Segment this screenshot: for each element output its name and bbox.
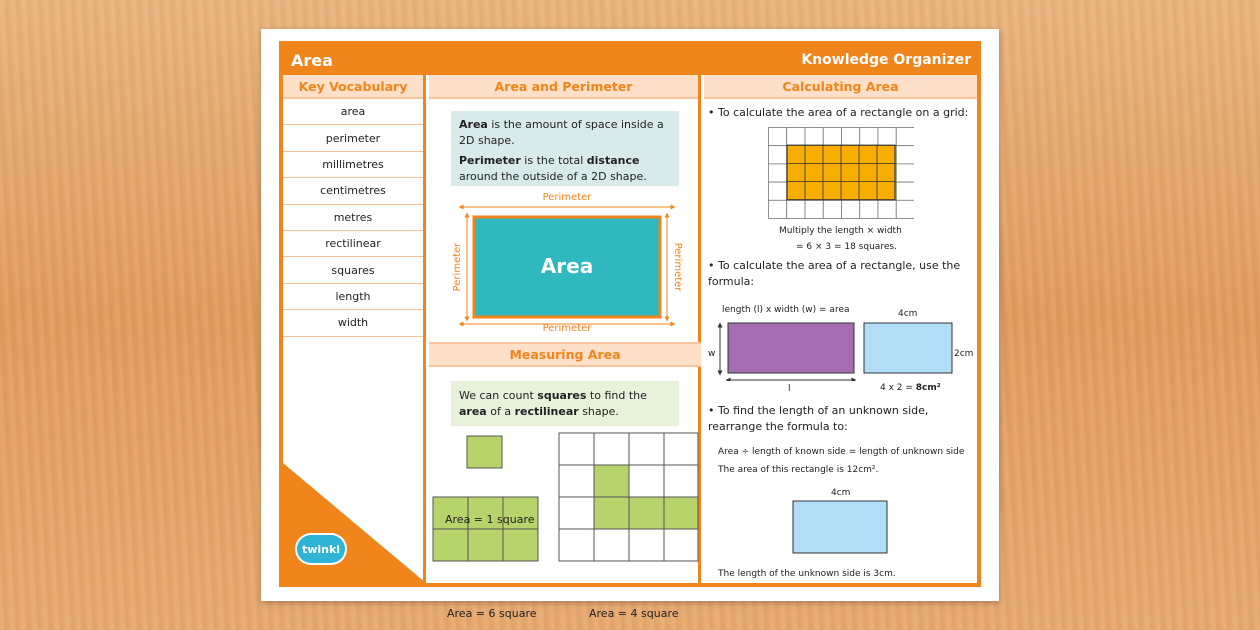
grid-cell (805, 200, 823, 218)
title-bar (283, 45, 977, 75)
bullet-formula: • To calculate the area of a rectangle, use the formula: (708, 259, 961, 288)
caption-one-square: Area = 1 square (445, 513, 535, 526)
calculating-area-column (704, 75, 977, 583)
area-perimeter-heading: Area and Perimeter (429, 75, 698, 99)
vocab-item: millimetres (283, 152, 423, 178)
grid-cell (769, 164, 787, 182)
definition-box (451, 111, 679, 186)
measuring-box: We can count squares to find the area of a rectilinear shape. (451, 381, 679, 426)
grid-cell (823, 128, 841, 146)
unknown-side-diagram (792, 500, 890, 556)
measuring-area-heading: Measuring Area (429, 342, 701, 367)
grid-cell (842, 200, 860, 218)
perimeter-definition: Perimeter is the total distance around the outside of a 2D shape. (459, 154, 647, 183)
rectilinear-grid (559, 433, 698, 561)
area-perimeter-column (429, 75, 701, 620)
grid-cell (878, 200, 896, 218)
grid-cell (896, 146, 914, 164)
vocab-item: length (283, 284, 423, 310)
area-rectangle-label: Area (540, 254, 594, 278)
blue-rectangle-example (864, 323, 952, 373)
bullet-grid-method: • To calculate the area of a rectangle on a grid: (708, 106, 969, 119)
width-label: w (708, 349, 716, 359)
grid-cell (805, 128, 823, 146)
orange-corner-decoration (283, 463, 426, 583)
grid-cell (769, 200, 787, 218)
example-calculation: 4 x 2 = 8cm² (880, 383, 941, 393)
vocab-item: metres (283, 205, 423, 231)
vocab-item: area (283, 99, 423, 125)
vocab-item: squares (283, 257, 423, 283)
vocab-item: centimetres (283, 178, 423, 204)
rearranged-formula: Area ÷ length of known side = length of unknown side (718, 447, 965, 457)
grid-cell (860, 200, 878, 218)
area-perimeter-diagram (447, 187, 687, 332)
grid-cell (896, 200, 914, 218)
dimension-4cm-top: 4cm (898, 309, 918, 319)
calculating-area-heading: Calculating Area (704, 75, 977, 99)
unknown-side-result: The length of the unknown side is 3cm. (718, 569, 896, 579)
grid-cell (769, 182, 787, 200)
grid-cell (823, 200, 841, 218)
area-definition: Area is the amount of space inside a 2D shape. (459, 118, 664, 147)
formula-diagram (708, 315, 978, 381)
perimeter-label-left: Perimeter (452, 242, 463, 292)
formula-text: length (l) x width (w) = area (722, 305, 850, 315)
vocabulary-heading: Key Vocabulary (283, 75, 423, 99)
vocabulary-list (283, 99, 423, 337)
purple-rectangle (728, 323, 854, 373)
vocab-item: rectilinear (283, 231, 423, 257)
length-label: l (788, 384, 791, 394)
vocabulary-column (283, 75, 426, 583)
caption-six-squares: Area = 6 square (447, 607, 537, 620)
grid-cell (896, 182, 914, 200)
grid-cell (896, 164, 914, 182)
blue-rectangle-unknown (793, 501, 887, 553)
perimeter-label-right: Perimeter (672, 242, 683, 292)
perimeter-label-bottom: Perimeter (542, 323, 592, 332)
grid-cell (842, 128, 860, 146)
perimeter-label-top: Perimeter (542, 192, 592, 203)
single-square (467, 436, 502, 468)
grid-cell (896, 128, 914, 146)
caption-four-squares: Area = 4 square (589, 607, 679, 620)
grid-caption-result: = 6 × 3 = 18 squares. (796, 242, 897, 252)
measuring-diagrams (429, 431, 701, 591)
page-title: Area (291, 50, 333, 70)
vocab-item: perimeter (283, 125, 423, 151)
grid-caption-multiply: Multiply the length × width (779, 226, 902, 236)
page-subtitle: Knowledge Organizer (801, 52, 971, 68)
grid-cell (878, 128, 896, 146)
grid-cell (769, 128, 787, 146)
grid-cell (787, 200, 805, 218)
grid-area-diagram (768, 127, 914, 221)
knowledge-organizer-sheet (261, 29, 999, 620)
twinkl-logo: twinkl (297, 535, 345, 563)
grid-cell (787, 128, 805, 146)
grid-cell (860, 128, 878, 146)
organizer-frame (279, 41, 981, 620)
dimension-2cm: 2cm (954, 349, 974, 359)
six-square-grid (433, 497, 538, 561)
vocab-item: width (283, 310, 423, 336)
example-area-text: The area of this rectangle is 12cm². (718, 465, 879, 475)
dimension-4cm-bottom: 4cm (831, 488, 851, 498)
bullet-unknown-side: • To find the length of an unknown side, rearrange the formula to: (708, 404, 929, 433)
grid-cell (769, 146, 787, 164)
